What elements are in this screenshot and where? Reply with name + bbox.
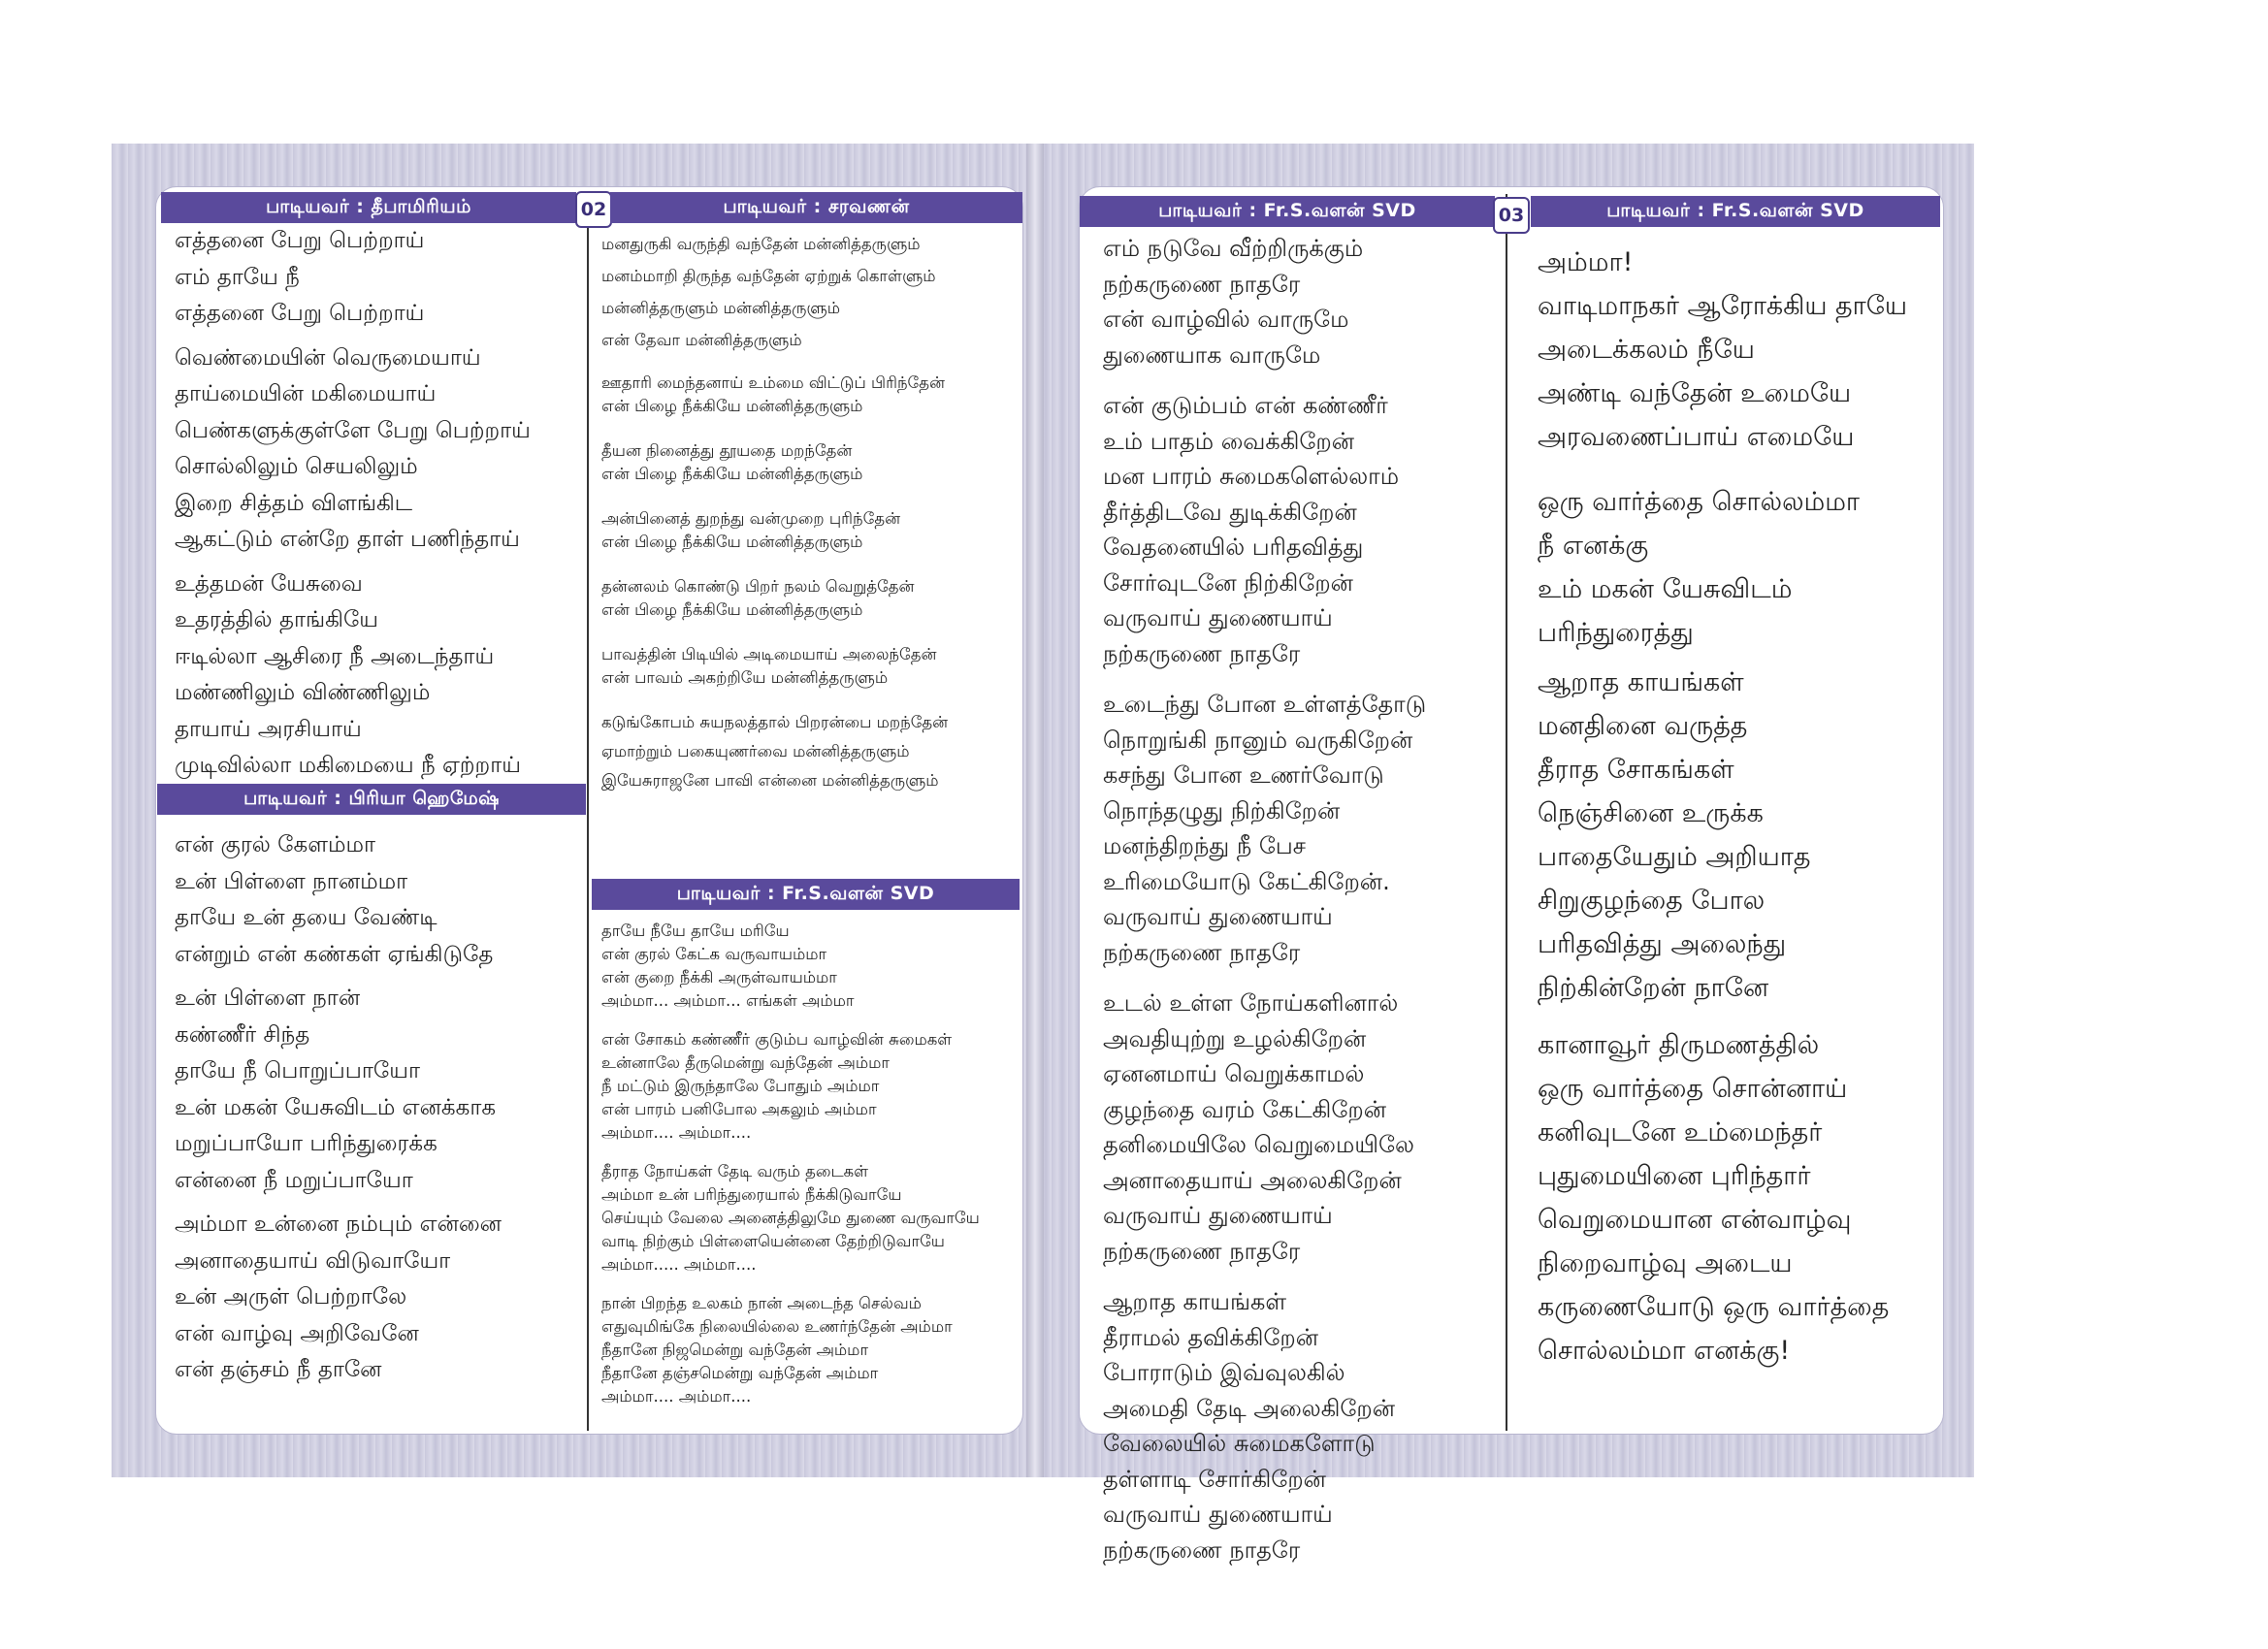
lyric-line: மன பாரம் சுமைகளெல்லாம் bbox=[1103, 463, 1400, 490]
lyric-line: அடைக்கலம் நீயே bbox=[1538, 335, 1755, 365]
lyric-line: எத்தனை பேறு பெற்றாய் bbox=[175, 228, 425, 253]
lyric-line: உடைந்து போன உள்ளத்தோடு bbox=[1103, 691, 1427, 718]
page-03-column-divider bbox=[1506, 194, 1507, 1431]
lyric-line: நீதானே தஞ்சமென்று வந்தேன் அம்மா bbox=[601, 1364, 879, 1382]
lyric-line: நற்கருணை நாதரே bbox=[1103, 938, 1301, 966]
singer-header-deepa-miriam: பாடியவர் : தீபாமிரியம் bbox=[161, 192, 576, 223]
song-narkarunai-nathare bbox=[1103, 231, 1426, 1568]
lyric-line: எம் நடுவே வீற்றிருக்கும் bbox=[1103, 235, 1364, 262]
lyric-line: நெஞ்சினை உருக்க bbox=[1538, 798, 1764, 828]
lyric-line: ஆகட்டும் என்றே தாள் பணிந்தாய் bbox=[175, 527, 520, 552]
lyric-line: என் குரல் கேளம்மா bbox=[175, 832, 375, 857]
lyric-line: என் சோகம் கண்ணீர் குடும்ப வாழ்வின் சுமைகள் bbox=[601, 1030, 953, 1049]
lyric-line: துணையாக வாருமே bbox=[1103, 340, 1321, 369]
singer-header-fr-valan-page3-left: பாடியவர் : Fr.S.வளன் SVD bbox=[1080, 196, 1495, 227]
lyric-line: உம் பாதம் வைக்கிறேன் bbox=[1103, 427, 1355, 455]
lyric-line: என் குடும்பம் என் கண்ணீர் bbox=[1103, 392, 1388, 419]
lyric-line: நற்கருணை நாதரே bbox=[1103, 639, 1301, 667]
lyric-line: முடிவில்லா மகிமையை நீ ஏற்றாய் bbox=[175, 753, 521, 778]
lyric-line: உடல் உள்ள நோய்களினால் bbox=[1103, 989, 1399, 1017]
lyric-line: என் வாழ்வில் வாருமே bbox=[1103, 306, 1349, 333]
lyric-line: பாவத்தின் பிடியில் அடிமையாய் அலைந்தேன் bbox=[601, 645, 937, 663]
lyric-line: சோர்வுடனே நிற்கிறேன் bbox=[1103, 568, 1353, 597]
lyric-line: மனதுருகி வருந்தி வந்தேன் மன்னித்தருளும் bbox=[601, 235, 921, 253]
lyric-line: உன் பிள்ளை நானம்மா bbox=[175, 868, 408, 894]
lyric-line: என்றும் என் கண்கள் ஏங்கிடுதே bbox=[175, 941, 494, 967]
lyric-line: தீராமல் தவிக்கிறேன் bbox=[1103, 1323, 1319, 1351]
lyric-line: எத்தனை பேறு பெற்றாய் bbox=[175, 301, 425, 326]
lyric-line: அரவணைப்பாய் எமையே bbox=[1538, 422, 1855, 452]
page-number-03: 03 bbox=[1493, 197, 1530, 234]
lyric-line: செய்யும் வேலை அனைத்திலுமே துணை வருவாயே bbox=[601, 1209, 980, 1227]
lyric-line: தாயே நீயே தாயே மரியே bbox=[601, 922, 790, 940]
lyric-line: உன் மகன் யேசுவிடம் எனக்காக bbox=[175, 1094, 497, 1120]
lyric-line: என் பிழை நீக்கியே மன்னித்தருளும் bbox=[601, 397, 863, 415]
lyric-line: வருவாய் துணையாய் bbox=[1103, 604, 1333, 631]
lyric-line: என் பிழை நீக்கியே மன்னித்தருளும் bbox=[601, 465, 863, 483]
lyric-line: நிற்கின்றேன் நானே bbox=[1538, 973, 1769, 1003]
lyric-line: பாதையேதும் அறியாத bbox=[1538, 842, 1811, 872]
lyric-line: வாடி நிற்கும் பிள்ளையென்னை தேற்றிடுவாயே bbox=[601, 1232, 945, 1250]
lyric-line: நீ மட்டும் இருந்தாலே போதும் அம்மா bbox=[601, 1077, 880, 1095]
lyric-line: சிறுகுழந்தை போல bbox=[1538, 886, 1766, 916]
lyric-line: உன் பிள்ளை நான் bbox=[175, 986, 361, 1011]
lyric-line: கனிவுடனே உம்மைந்தர் bbox=[1538, 1117, 1823, 1148]
lyric-line: அனாதையாய் அலைகிறேன் bbox=[1103, 1166, 1402, 1194]
lyric-line: அம்மா.... அம்மா.... bbox=[601, 1123, 752, 1142]
lyric-line: பரிதவித்து அலைந்து bbox=[1538, 929, 1787, 959]
lyric-line: மனந்திறந்து நீ பேச bbox=[1103, 832, 1307, 859]
lyric-line: ஆறாத காயங்கள் bbox=[1103, 1288, 1286, 1315]
lyric-line: பரிந்துரைத்து bbox=[1538, 618, 1694, 648]
lyric-line: அம்மா உன் பரிந்துரையால் நீக்கிடுவாயே bbox=[601, 1185, 902, 1204]
lyric-line: வருவாய் துணையாய் bbox=[1103, 1202, 1333, 1229]
lyric-line: அம்மா.... அம்மா.... bbox=[601, 1387, 752, 1406]
lyric-line: உன்னாலே தீருமென்று வந்தேன் அம்மா bbox=[601, 1053, 891, 1072]
lyric-line: இயேசுராஜனே பாவி என்னை மன்னித்தருளும் bbox=[601, 771, 939, 790]
lyric-line: அம்மா! bbox=[1538, 247, 1634, 277]
lyric-line: இறை சித்தம் விளங்கிட bbox=[175, 490, 413, 516]
lyric-line: புதுமையினை புரிந்தார் bbox=[1538, 1161, 1811, 1191]
lyric-line: ஒரு வார்த்தை சொன்னாய் bbox=[1538, 1074, 1848, 1104]
lyric-line: நீ எனக்கு bbox=[1538, 531, 1649, 561]
lyric-line: மனதினை வருத்த bbox=[1538, 711, 1748, 741]
lyric-line: ஒரு வார்த்தை சொல்லம்மா bbox=[1538, 487, 1861, 517]
lyric-line: ஆறாத காயங்கள் bbox=[1538, 667, 1744, 697]
lyric-line: தாய்மையின் மகிமையாய் bbox=[175, 381, 437, 406]
lyric-line: உன் அருள் பெற்றாலே bbox=[175, 1284, 407, 1310]
lyric-line: கடுங்கோபம் சுயநலத்தால் பிறரன்பை மறந்தேன் bbox=[601, 713, 949, 731]
singer-header-saravanan: பாடியவர் : சரவணன் bbox=[610, 192, 1022, 223]
lyric-line: வேதனையில் பரிதவித்து bbox=[1103, 534, 1364, 561]
lyric-line: தள்ளாடி சோர்கிறேன் bbox=[1103, 1465, 1326, 1493]
lyric-line: வருவாய் துணையாய் bbox=[1103, 903, 1333, 930]
lyric-line: ஈடில்லா ஆசிரை நீ அடைந்தாய் bbox=[175, 643, 495, 669]
lyric-line: என் தஞ்சம் நீ தானே bbox=[175, 1357, 382, 1382]
lyric-line: நிறைவாழ்வு அடைய bbox=[1538, 1248, 1793, 1278]
lyric-line: நொந்தழுது நிற்கிறேன் bbox=[1103, 796, 1341, 824]
lyric-line: என்னை நீ மறுப்பாயோ bbox=[175, 1167, 413, 1193]
lyric-line: நற்கருணை நாதரே bbox=[1103, 270, 1301, 298]
lyric-line: அன்பினைத் துறந்து வன்முறை புரிந்தேன் bbox=[601, 509, 901, 528]
lyric-line: தீராத நோய்கள் தேடி வரும் தடைகள் bbox=[601, 1162, 869, 1180]
lyric-line: நற்கருணை நாதரே bbox=[1103, 1536, 1301, 1564]
lyric-line: எம் தாயே நீ bbox=[175, 264, 300, 290]
lyric-line: வேலையில் சுமைகளோடு bbox=[1103, 1430, 1376, 1457]
lyric-line: நான் பிறந்த உலகம் நான் அடைந்த செல்வம் bbox=[601, 1294, 922, 1312]
lyric-line: பெண்களுக்குள்ளே பேறு பெற்றாய் bbox=[175, 417, 531, 443]
lyric-line: அண்டி வந்தேன் உமையே bbox=[1538, 378, 1852, 408]
lyric-line: நொறுங்கி நானும் வருகிறேன் bbox=[1103, 726, 1413, 754]
lyric-line: என் பிழை நீக்கியே மன்னித்தருளும் bbox=[601, 533, 863, 551]
lyric-line: எதுவுமிங்கே நிலையில்லை உணர்ந்தேன் அம்மா bbox=[601, 1317, 953, 1336]
lyric-line: என் பாரம் பனிபோல அகலும் அம்மா bbox=[601, 1100, 877, 1118]
lyric-line: நற்கருணை நாதரே bbox=[1103, 1237, 1301, 1265]
lyric-line: கருணையோடு ஒரு வார்த்தை bbox=[1538, 1292, 1890, 1322]
lyric-line: அவதியுற்று உழல்கிறேன் bbox=[1103, 1024, 1367, 1052]
lyric-line: தனிமையிலே வெறுமையிலே bbox=[1103, 1131, 1414, 1158]
lyric-line: அம்மா உன்னை நம்பும் என்னை bbox=[175, 1212, 502, 1237]
lyric-line: வருவாய் துணையாய் bbox=[1103, 1501, 1333, 1528]
lyric-line: உத்தமன் யேசுவை bbox=[175, 570, 363, 597]
lyric-line: மறுப்பாயோ பரிந்துரைக்க bbox=[175, 1131, 437, 1156]
lyric-line: தன்னலம் கொண்டு பிறர் நலம் வெறுத்தேன் bbox=[601, 577, 915, 596]
lyric-line: தாயே நீ பொறுப்பாயோ bbox=[175, 1058, 420, 1083]
song-mannitharulum bbox=[601, 233, 948, 792]
lyric-line: என் தேவா மன்னித்தருளும் bbox=[601, 331, 802, 349]
singer-header-fr-valan-page3-right: பாடியவர் : Fr.S.வளன் SVD bbox=[1531, 196, 1940, 227]
lyric-line: தீராத சோகங்கள் bbox=[1538, 755, 1734, 785]
lyric-line: தாயே உன் தயை வேண்டி bbox=[175, 905, 437, 930]
lyric-line: ஊதாரி மைந்தனாய் உம்மை விட்டுப் பிரிந்தேன் bbox=[601, 373, 946, 392]
lyric-line: வெண்மையின் வெருமையாய் bbox=[175, 344, 481, 371]
lyric-line: ஏமாற்றும் பகையுணர்வை மன்னித்தருளும் bbox=[601, 742, 910, 760]
page-number-02: 02 bbox=[575, 191, 612, 228]
lyric-line: நீதானே நிஜமென்று வந்தேன் அம்மா bbox=[601, 1341, 869, 1359]
lyric-line: உரிமையோடு கேட்கிறேன். bbox=[1103, 867, 1390, 895]
lyric-line: அம்மா..... அம்மா.... bbox=[601, 1255, 757, 1274]
lyric-line: அம்மா... அம்மா... எங்கள் அம்மா bbox=[601, 991, 855, 1010]
lyric-line: என் வாழ்வு அறிவேனே bbox=[175, 1320, 419, 1346]
page-02-column-divider bbox=[587, 194, 589, 1431]
center-fold bbox=[1026, 144, 1044, 1477]
lyric-line: என் குறை நீக்கி அருள்வாயம்மா bbox=[601, 968, 837, 986]
lyric-line: என் பாவம் அகற்றியே மன்னித்தருளும் bbox=[601, 668, 889, 687]
lyric-line: மனம்மாறி திருந்த வந்தேன் ஏற்றுக் கொள்ளும் bbox=[601, 267, 936, 285]
lyric-line: என் குரல் கேட்க வருவாயம்மா bbox=[601, 945, 827, 963]
song-en-kural-kelamma bbox=[175, 827, 502, 1389]
lyric-line: குழந்தை வரம் கேட்கிறேன் bbox=[1103, 1095, 1386, 1123]
song-oru-varthai-sollamma bbox=[1538, 241, 1907, 1373]
lyric-line: கானாவூர் திருமணத்தில் bbox=[1538, 1030, 1820, 1060]
lyric-line: வாடிமாநகர் ஆரோக்கிய தாயே bbox=[1538, 291, 1908, 321]
lyric-line: என் பிழை நீக்கியே மன்னித்தருளும் bbox=[601, 600, 863, 619]
lyric-line: கண்ணீர் சிந்த bbox=[175, 1021, 310, 1048]
lyric-line: தாயாய் அரசியாய் bbox=[175, 716, 362, 742]
lyric-line: உதரத்தில் தாங்கியே bbox=[175, 607, 378, 632]
singer-header-priya-hemesh: பாடியவர் : பிரியா ஹெமேஷ் bbox=[157, 784, 586, 815]
lyric-line: வெறுமையான என்வாழ்வு bbox=[1538, 1205, 1852, 1235]
lyric-line: ஏனனமாய் வெறுக்காமல் bbox=[1103, 1060, 1365, 1087]
lyric-line: தீர்த்திடவே துடிக்கிறேன் bbox=[1103, 498, 1357, 526]
lyric-line: மண்ணிலும் விண்ணிலும் bbox=[175, 680, 431, 705]
lyric-line: சொல்லம்மா எனக்கு! bbox=[1538, 1336, 1791, 1366]
lyric-line: அமைதி தேடி அலைகிறேன் bbox=[1103, 1394, 1396, 1422]
lyric-line: அனாதையாய் விடுவாயோ bbox=[175, 1247, 451, 1274]
lyric-line: சொல்லிலும் செயலிலும் bbox=[175, 454, 418, 479]
song-thaye-neeye bbox=[601, 920, 980, 1408]
song-eththanai-peru bbox=[175, 223, 531, 785]
lyric-line: உம் மகன் யேசுவிடம் bbox=[1538, 574, 1793, 604]
lyric-line: தீயன நினைத்து தூயதை மறந்தேன் bbox=[601, 441, 853, 460]
singer-header-fr-valan-page2: பாடியவர் : Fr.S.வளன் SVD bbox=[592, 879, 1020, 910]
lyric-line: போராடும் இவ்வுலகில் bbox=[1103, 1359, 1345, 1386]
lyric-line: கசந்து போன உணர்வோடு bbox=[1103, 761, 1384, 789]
lyric-line: மன்னித்தருளும் மன்னித்தருளும் bbox=[601, 299, 840, 317]
